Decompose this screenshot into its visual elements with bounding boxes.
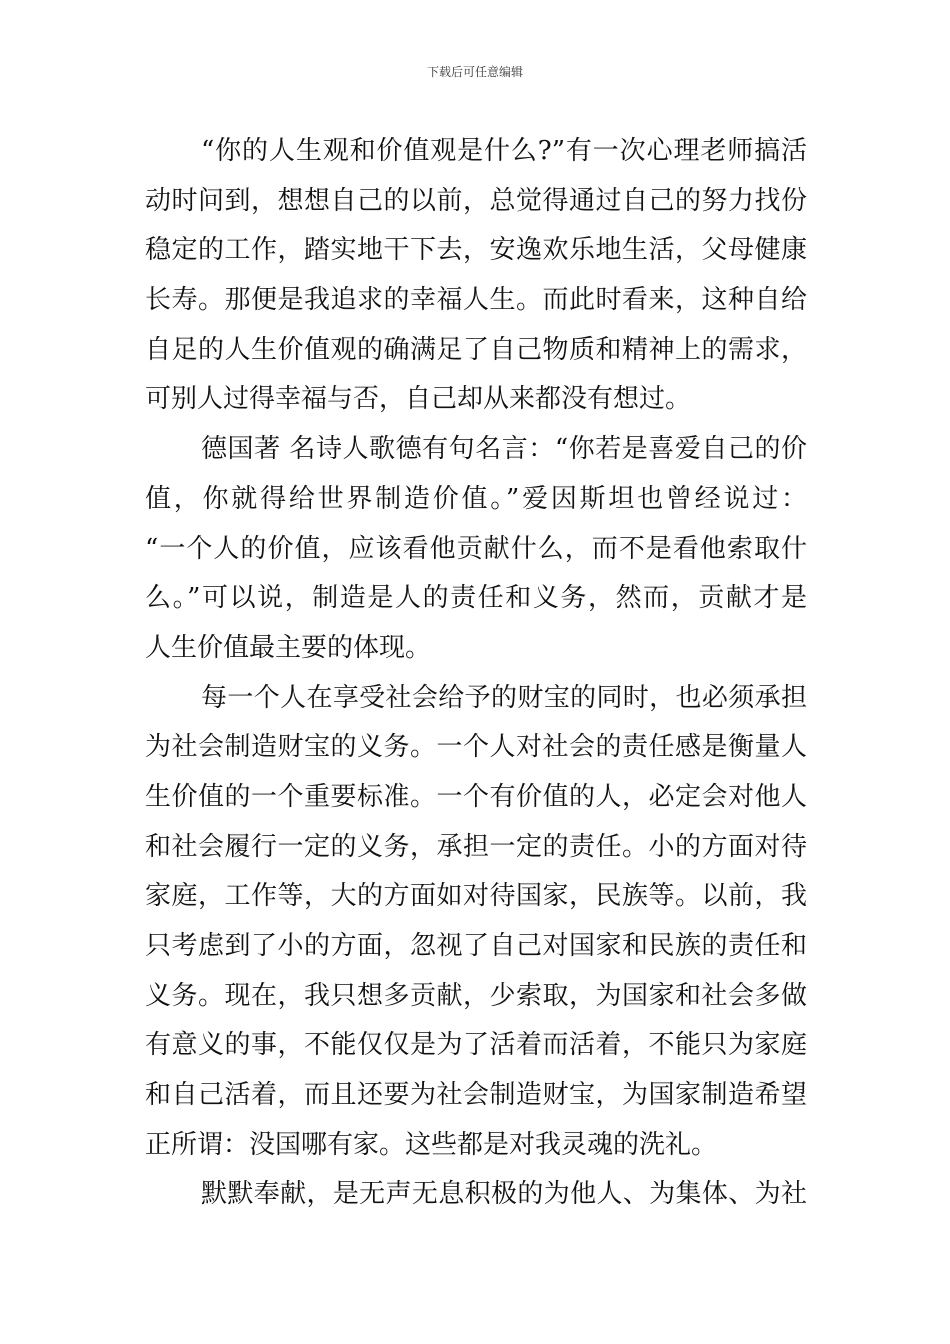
paragraph-line: 和自己活着，而且还要为社会制造财宝，为国家制造希望 [145, 1080, 807, 1111]
paragraph-line: 么。”可以说，制造是人的责任和义务，然而，贡献才是 [145, 583, 807, 614]
paragraph-line: 家庭，工作等，大的方面如对待国家，民族等。以前，我 [145, 881, 807, 912]
paragraph-line: 生价值的一个重要标准。一个有价值的人，必定会对他人 [145, 781, 807, 812]
paragraph-line: 每一个人在享受社会给予的财宝的同时，也必须承担 [201, 682, 807, 713]
paragraph-2 [145, 425, 807, 673]
paragraph-line: 有意义的事，不能仅仅是为了活着而活着，不能只为家庭 [145, 1030, 807, 1061]
paragraph-line: 值，你就得给世界制造价值。”爱因斯坦也曾经说过： [145, 483, 807, 514]
paragraph-3 [145, 674, 807, 1171]
paragraph-line: 为社会制造财宝的义务。一个人对社会的责任感是衡量人 [145, 732, 807, 763]
page-header: 下载后可任意编辑 [426, 65, 523, 79]
paragraph-line: 只考虑到了小的方面，忽视了自己对国家和民族的责任和 [145, 931, 807, 961]
paragraph-line: “你的人生观和价值观是什么?”有一次心理老师搞活 [201, 136, 807, 166]
paragraph-line: 动时问到，想想自己的以前，总觉得通过自己的努力找份 [145, 185, 807, 216]
paragraph-line: 人生价值最主要的体现。 [145, 632, 432, 663]
paragraph-4 [145, 1170, 807, 1220]
paragraph-line: 稳定的工作，踏实地干下去，安逸欢乐地生活，父母健康 [145, 235, 807, 266]
paragraph-line: 可别人过得幸福与否，自己却从来都没有想过。 [145, 384, 692, 415]
paragraph-line: “一个人的价值，应该看他贡献什么，而不是看他索取什 [145, 533, 807, 564]
paragraph-line: 长寿。那便是我追求的幸福人生。而此时看来，这种自给 [145, 285, 807, 316]
paragraph-line: 德国著 名诗人歌德有句名言：“你若是喜爱自己的价 [201, 434, 807, 465]
paragraph-1 [145, 127, 807, 425]
paragraph-line: 默默奉献，是无声无息积极的为他人、为集体、为社 [201, 1179, 807, 1210]
paragraph-line: 和社会履行一定的义务，承担一定的责任。小的方面对待 [145, 831, 807, 862]
paragraph-line: 自足的人生价值观的确满足了自己物质和精神上的需求， [145, 334, 807, 365]
paragraph-line: 义务。现在，我只想多贡献，少索取，为国家和社会多做 [145, 980, 807, 1011]
paragraph-line: 正所谓：没国哪有家。这些都是对我灵魂的洗礼。 [145, 1129, 718, 1160]
document-body [145, 127, 807, 1220]
